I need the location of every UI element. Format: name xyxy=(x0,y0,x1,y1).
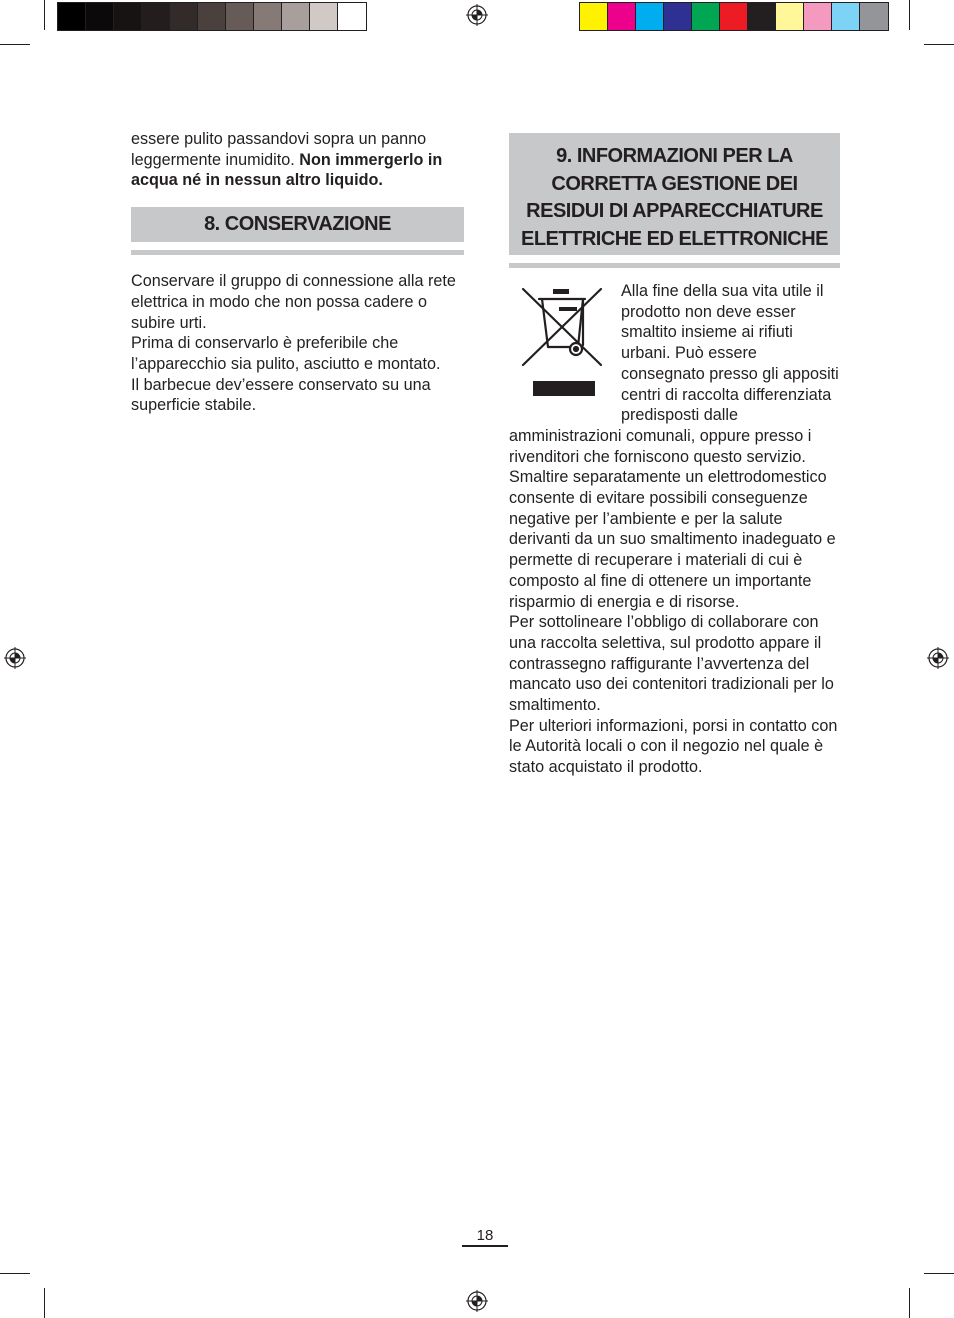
raee-paragraph: Alla fine della sua vita utile il prodotto non deve esser smaltito insieme ai rifiuti urbani. Può essere consegnato presso gli appositi centri di raccolta differenziata predisposti dalle amministrazioni comunali, oppure presso i rivenditori che forniscono questo servizio. Smaltire separatamente un elettrodomestico consente di evitare possibili conseguenze negative per l’ambiente e per la salute derivanti da un suo smaltimento inadeguato e permette di recuperare i materiali di cui è composto al fine di ottenere un importante risparmio di energia e di risorse. xyxy=(509,282,839,611)
color-swatch xyxy=(636,3,664,30)
registration-mark-icon xyxy=(466,1290,488,1312)
section-divider xyxy=(131,250,464,255)
left-column xyxy=(131,129,464,416)
color-swatch xyxy=(310,3,338,30)
crop-mark xyxy=(44,1288,45,1318)
section-title-raee: 9. INFORMAZIONI PER LA CORRETTA GESTIONE DEI RESIDUI DI APPARECCHIATURE ELETTRICHE ED ELETTRONICHE xyxy=(509,133,840,255)
color-swatch xyxy=(720,3,748,30)
crop-mark xyxy=(909,1288,910,1318)
color-swatch xyxy=(198,3,226,30)
color-swatch xyxy=(608,3,636,30)
right-column xyxy=(509,133,840,778)
raee-paragraph: Per ulteriori informazioni, porsi in contatto con le Autorità locali o con il negozio nel quale è stato acquistato il prodotto. xyxy=(509,716,838,777)
section-divider xyxy=(509,263,840,268)
color-swatch xyxy=(748,3,776,30)
color-swatch xyxy=(580,3,608,30)
crop-mark xyxy=(924,44,954,45)
grayscale-calibration-bar xyxy=(57,2,367,31)
registration-mark-icon xyxy=(927,647,949,669)
registration-mark-icon xyxy=(466,4,488,26)
crop-mark xyxy=(924,1273,954,1274)
crop-mark xyxy=(0,44,30,45)
crop-mark xyxy=(0,1273,30,1274)
color-swatch xyxy=(832,3,860,30)
color-calibration-bar xyxy=(579,2,889,31)
color-swatch xyxy=(804,3,832,30)
raee-paragraph: Per sottolineare l’obbligo di collaborare con una raccolta selettiva, sul prodotto appare il contrassegno raffigurante l’avvertenza del mancato uso dei contenitori tradizionali per lo smaltimento. xyxy=(509,613,834,715)
storage-paragraph: Il barbecue dev’essere conservato su una superficie stabile. xyxy=(131,375,431,415)
color-swatch xyxy=(86,3,114,30)
conservazione-body xyxy=(131,271,464,416)
color-swatch xyxy=(282,3,310,30)
color-swatch xyxy=(142,3,170,30)
page-number: 18 xyxy=(462,1227,508,1247)
crossed-out-wheelie-bin-icon xyxy=(509,281,619,421)
crop-mark xyxy=(909,0,910,30)
color-swatch xyxy=(692,3,720,30)
cleaning-text: essere pulito passandovi sopra un panno leggermente inumidito. xyxy=(131,130,427,169)
color-swatch xyxy=(114,3,142,30)
color-swatch xyxy=(776,3,804,30)
color-swatch xyxy=(226,3,254,30)
color-swatch xyxy=(254,3,282,30)
color-swatch xyxy=(58,3,86,30)
cleaning-warning: Non immergerlo in acqua né in nessun altro liquido. xyxy=(131,150,443,190)
cleaning-paragraph xyxy=(131,129,464,191)
storage-paragraph: Prima di conservarlo è preferibile che l’apparecchio sia pulito, asciutto e montato. xyxy=(131,334,441,373)
color-swatch xyxy=(170,3,198,30)
section-title-conservazione: 8. CONSERVAZIONE xyxy=(131,207,464,242)
raee-body xyxy=(509,281,840,778)
crop-mark xyxy=(44,0,45,30)
color-swatch xyxy=(860,3,888,30)
storage-paragraph: Conservare il gruppo di connessione alla rete elettrica in modo che non possa cadere o subire urti. xyxy=(131,272,456,332)
registration-mark-icon xyxy=(4,647,26,669)
color-swatch xyxy=(664,3,692,30)
color-swatch xyxy=(338,3,366,30)
